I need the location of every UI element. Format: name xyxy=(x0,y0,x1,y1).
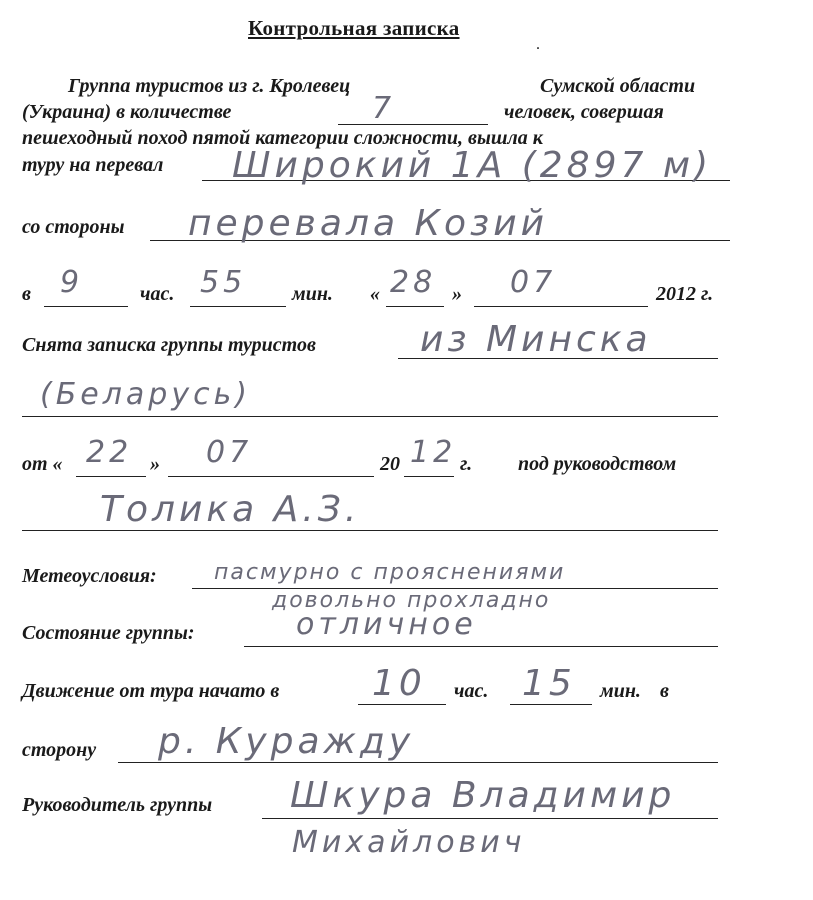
arrival-year-label: 2012 г. xyxy=(656,283,714,305)
note-date-month-value: 07 xyxy=(206,435,253,470)
removed-note-value-2: (Беларусь) xyxy=(40,377,251,412)
arrival-day-line xyxy=(386,306,444,307)
intro-line-1b: Сумской области xyxy=(540,75,696,97)
intro-line-2b: человек, совершая xyxy=(504,101,664,123)
arrival-hour-value: 9 xyxy=(60,265,84,300)
page-title: Контрольная записка xyxy=(248,16,460,40)
leadership-label: под руководством xyxy=(518,453,677,475)
weather-value-1: пасмурно с прояснениями xyxy=(214,560,566,585)
intro-line-2a: (Украина) в количестве xyxy=(22,101,232,123)
leader-value-2: Михайлович xyxy=(292,825,526,860)
removed-note-value-1: из Минска xyxy=(420,319,652,360)
leader-label: Руководитель группы xyxy=(22,794,213,816)
note-date-day-value: 22 xyxy=(86,435,133,470)
intro-line-3: пешеходный поход пятой категории сложности, вышла к xyxy=(22,127,543,149)
group-size-line xyxy=(338,124,488,125)
departure-suffix: в xyxy=(660,680,669,702)
leader-line xyxy=(262,818,718,819)
direction-label: сторону xyxy=(22,739,97,761)
arrival-month-line xyxy=(474,306,648,307)
group-state-line xyxy=(244,646,718,647)
departure-minute-line xyxy=(510,704,592,705)
arrival-minute-line xyxy=(190,306,286,307)
note-date-year-prefix: 20 xyxy=(380,453,400,475)
note-date-year-label: г. xyxy=(460,453,473,475)
departure-hour-line xyxy=(358,704,446,705)
note-date-prefix: от « xyxy=(22,453,63,475)
arrival-hour-label: час. xyxy=(140,283,175,305)
note-date-year-value: 12 xyxy=(410,435,457,470)
arrival-day-value: 28 xyxy=(390,265,437,300)
departure-minute-value: 15 xyxy=(522,663,576,704)
note-date-year-line xyxy=(404,476,454,477)
group-state-label: Состояние группы: xyxy=(22,622,195,644)
from-side-value: перевала Козий xyxy=(188,203,548,244)
departure-hour-label: час. xyxy=(454,680,489,702)
departure-hour-value: 10 xyxy=(372,663,426,704)
departure-label: Движение от тура начато в xyxy=(22,680,280,702)
arrival-quote-open: « xyxy=(370,283,380,305)
group-state-value: отличное xyxy=(296,607,477,642)
arrival-month-value: 07 xyxy=(510,265,557,300)
from-side-label: со стороны xyxy=(22,216,125,238)
pass-name-value: Широкий 1А (2897 м) xyxy=(232,145,713,186)
intro-line-4: туру на перевал xyxy=(22,154,164,176)
title-dot: . xyxy=(536,36,540,53)
weather-label: Метеоусловия: xyxy=(22,565,157,587)
arrival-minute-label: мин. xyxy=(292,283,333,305)
removed-note-label: Снята записка группы туристов xyxy=(22,334,316,356)
note-date-quote-close: » xyxy=(150,453,160,475)
weather-value-2: довольно прохладно xyxy=(272,588,551,613)
leader-value-1: Шкура Владимир xyxy=(290,775,676,816)
note-date-day-line xyxy=(76,476,146,477)
arrival-minute-value: 55 xyxy=(200,265,247,300)
other-leader-line xyxy=(22,530,718,531)
arrival-prefix: в xyxy=(22,283,31,305)
direction-line xyxy=(118,762,718,763)
removed-note-line-2 xyxy=(22,416,718,417)
arrival-quote-close: » xyxy=(452,283,462,305)
note-date-month-line xyxy=(168,476,374,477)
group-size-value: 7 xyxy=(372,91,396,126)
other-leader-value: Толика А.З. xyxy=(100,489,361,530)
arrival-hour-line xyxy=(44,306,128,307)
departure-minute-label: мин. xyxy=(600,680,641,702)
intro-line-1a: Группа туристов из г. Кролевец xyxy=(68,75,351,97)
direction-value: р. Куражду xyxy=(158,721,415,762)
